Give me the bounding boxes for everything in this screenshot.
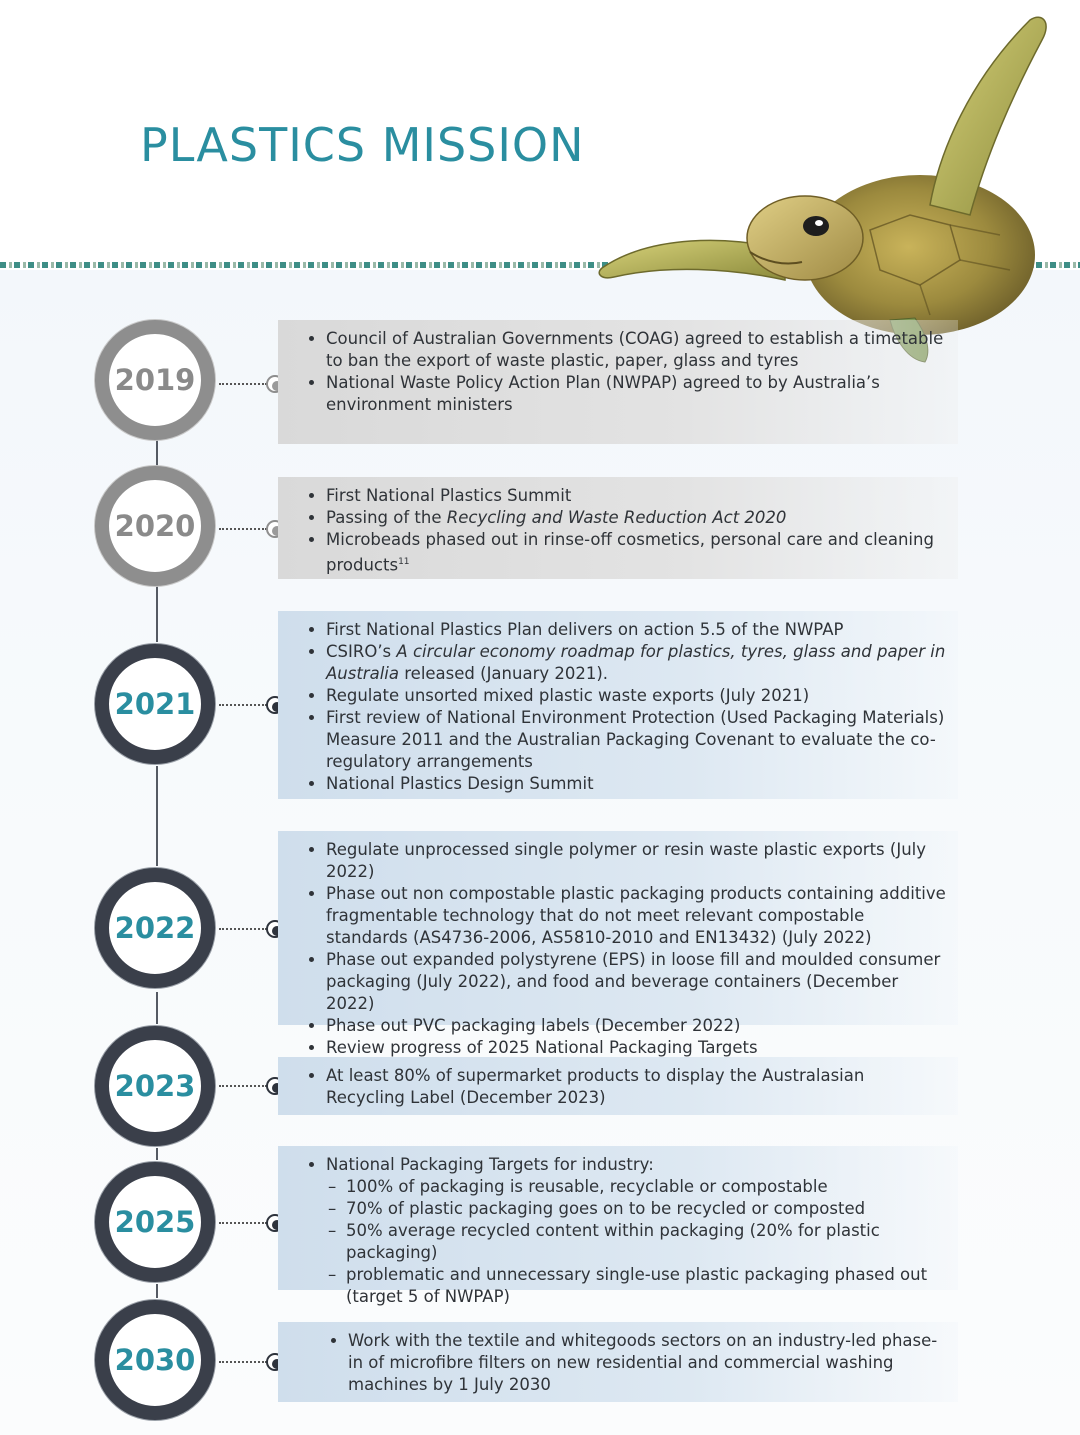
year-badge-2022: 2022 xyxy=(95,868,215,988)
year-badge-2019: 2019 xyxy=(95,320,215,440)
year-badge-2021: 2021 xyxy=(95,644,215,764)
list-item xyxy=(326,529,946,577)
list-item-text: released (January 2021). xyxy=(399,664,609,683)
milestone-box-2019 xyxy=(278,320,958,444)
year-badge-2030: 2030 xyxy=(95,1300,215,1420)
target-sublist xyxy=(326,1176,946,1308)
list-item: • National Waste Policy Action Plan (NWPAP) agreed to by Australia’s environment ministers xyxy=(326,372,946,416)
list-item: • At least 80% of supermarket products to display the Australasian Recycling Label (December 2023) xyxy=(326,1065,946,1109)
list-item xyxy=(326,1154,946,1308)
sea-turtle-illustration xyxy=(590,0,1080,370)
timeline-spine xyxy=(156,766,158,866)
year-badge-2023: 2023 xyxy=(95,1026,215,1146)
list-item: • First review of National Environment Protection (Used Packaging Materials) Measure 2011 and the Australian Packaging Covenant to evaluate the co-regulatory arrangements xyxy=(326,707,946,773)
list-item xyxy=(326,507,946,529)
dotted-connector xyxy=(219,1222,267,1224)
list-item: • Phase out PVC packaging labels (December 2022) xyxy=(326,1015,946,1037)
list-item: • Council of Australian Governments (COAG) agreed to establish a timetable to ban the export of waste plastic, paper, glass and tyres xyxy=(326,328,946,372)
list-item: • First National Plastics Plan delivers on action 5.5 of the NWPAP xyxy=(326,619,946,641)
milestone-box-2030 xyxy=(278,1322,958,1402)
list-item xyxy=(326,641,946,685)
turtle-head xyxy=(747,196,863,280)
list-item: • Regulate unprocessed single polymer or resin waste plastic exports (July 2022) xyxy=(326,839,946,883)
year-badge-2020: 2020 xyxy=(95,466,215,586)
dotted-connector xyxy=(219,704,267,706)
report-title: A circular economy roadmap for plastics, tyres, glass and paper in Australia xyxy=(326,642,946,683)
footnote-reference: 11 xyxy=(398,557,410,567)
dotted-connector xyxy=(219,928,267,930)
year-badge-2025: 2025 xyxy=(95,1162,215,1282)
list-item: • First National Plastics Summit xyxy=(326,485,946,507)
list-item: • Regulate unsorted mixed plastic waste exports (July 2021) xyxy=(326,685,946,707)
sub-list-item: – 50% average recycled content within packaging (20% for plastic packaging) xyxy=(326,1220,946,1264)
list-item: • Phase out non compostable plastic packaging products containing additive fragmentable technology that do not meet relevant compostable standards (AS4736-2006, AS5810-2010 and EN13432) (July 2022) xyxy=(326,883,946,949)
list-item-text: Passing of the xyxy=(326,508,447,527)
list-item: • Review progress of 2025 National Packaging Targets xyxy=(326,1037,946,1059)
milestone-box-2025 xyxy=(278,1146,958,1306)
turtle-upper-flipper xyxy=(930,17,1046,215)
dotted-connector xyxy=(219,1361,267,1363)
dotted-connector xyxy=(219,383,267,385)
timeline-spine xyxy=(156,1284,158,1298)
dotted-connector xyxy=(219,1085,267,1087)
list-item: • Phase out expanded polystyrene (EPS) in loose fill and moulded consumer packaging (July 2022), and food and beverage containers (December 2022) xyxy=(326,949,946,1015)
list-item-text: CSIRO’s xyxy=(326,642,397,661)
list-item-text: Microbeads phased out in rinse-off cosmetics, personal care and cleaning products xyxy=(326,530,934,575)
list-item: • Work with the textile and whitegoods sectors on an industry-led phase-in of microfibre filters on new residential and commercial washing machines by 1 July 2030 xyxy=(348,1330,946,1396)
sub-list-item: – 100% of packaging is reusable, recyclable or compostable xyxy=(326,1176,946,1198)
list-item-text: National Packaging Targets for industry: xyxy=(326,1155,654,1174)
timeline-spine xyxy=(156,992,158,1024)
act-title: Recycling and Waste Reduction Act 2020 xyxy=(446,508,787,527)
list-item: • National Plastics Design Summit xyxy=(326,773,946,795)
page-title: PLASTICS MISSION xyxy=(140,118,585,172)
sub-list-item: – 70% of plastic packaging goes on to be recycled or composted xyxy=(326,1198,946,1220)
milestone-box-2022 xyxy=(278,831,958,1057)
milestone-box-2023 xyxy=(278,1057,958,1115)
milestone-box-2020 xyxy=(278,477,958,579)
timeline-spine xyxy=(156,1148,158,1160)
milestone-box-2021 xyxy=(278,611,958,799)
turtle-eye xyxy=(803,216,829,236)
timeline-spine xyxy=(156,586,158,642)
dotted-connector xyxy=(219,528,267,530)
sub-list-item: – problematic and unnecessary single-use plastic packaging phased out (target 5 of NWPAP) xyxy=(326,1264,946,1308)
